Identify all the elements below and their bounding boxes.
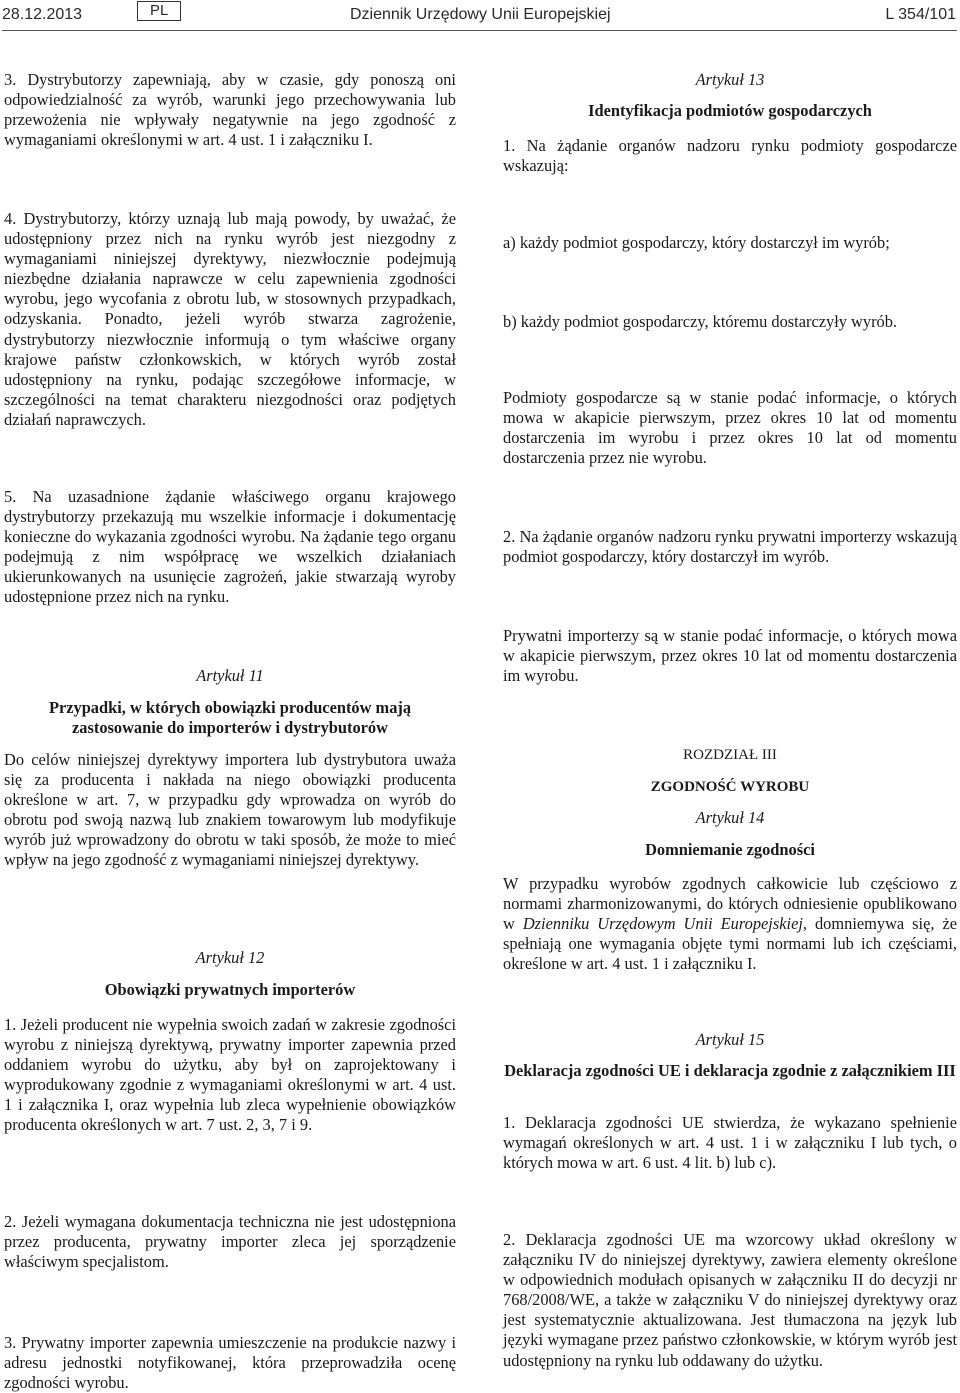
page-header xyxy=(0,2,960,29)
art13-paragraph-1-tail: Podmioty gospodarcze są w stanie podać informacje, o których mowa w akapicie pierwszym, przez okres 10 lat od momentu dostarczenia im wyrobu i przez okres 10 lat od momentu dostarczenia przez nie wyrobu. xyxy=(503,388,957,468)
art10-paragraph-4: 4. Dystrybutorzy, którzy uznają lub mają powody, by uważać, że udostępniony przez nich na rynku wyrób jest niezgodny z wymaganiami niniejszej dyrektywy, niezwłocznie podejmują niezbędne działania naprawcze w celu zapewnienia zgodności wyrobu, jego wycofania z obrotu lub, w stosownych przypadkach, odzyskania. Ponadto, jeżeli wyrób stwarza zagrożenie, dystrybutorzy niezwłocznie informują o tym właściwe organy krajowe państw członkowskich, w których wyrób został udostępniony na rynku, podając szczegółowe informacje, w szczególności na temat charakteru niezgodności oraz podjętych działań naprawczych. xyxy=(4,209,456,429)
chapter-title: ZGODNOŚĆ WYROBU xyxy=(650,779,810,795)
art13-paragraph-2: 2. Na żądanie organów nadzoru rynku prywatni importerzy wskazują podmiot gospodarczy, który dostarczył im wyrób. xyxy=(503,527,957,567)
art12-paragraph-1: 1. Jeżeli producent nie wypełnia swoich zadań w zakresie zgodności wyrobu z niniejszą dyrektywą, prywatny importer zapewnia przed oddaniem wyrobu do użytku, aby był on zaprojektowany i wyprodukowany zgodnie z wymaganiami określonymi w art. 4 ust. 1 i załącznika I, oraz wypełnia lub zleca wypełnienie obowiązków producenta określonych w art. 7 ust. 2, 3, 7 i 9. xyxy=(4,1015,456,1135)
art14-text: W przypadku wyrobów zgodnych całkowicie lub częściowo z normami zharmonizowanymi, do których odniesienie opublikowano w Dzienniku Urzędowym Unii Europejskiej, domniemywa się, że spełniają one wymagania objęte tymi normami lub ich częściami, określone w art. 4 ust. 1 i załączniku I. xyxy=(503,874,958,974)
art12-paragraph-2: 2. Jeżeli wymagana dokumentacja techniczna nie jest udostępniona przez producenta, prywatny importer zleca jej sporządzenie właściwym specjalistom. xyxy=(4,1212,456,1272)
art12-title: Obowiązki prywatnych importerów xyxy=(104,980,356,999)
art10-paragraph-3: 3. Dystrybutorzy zapewniają, aby w czasie, gdy ponoszą oni odpowiedzialność za wyrób, warunki jego przechowywania lub przewożenia nie wpływały negatywnie na jego zgodność z wymaganiami określonymi w art. 4 ust. 1 i załączniku I. xyxy=(4,70,456,150)
publication-date: 28.12.2013 xyxy=(2,6,83,23)
art13-paragraph-2-tail: Prywatni importerzy są w stanie podać informacje, o których mowa w akapicie pierwszym, przez okres 10 lat od momentu dostarczenia im wyrobu. xyxy=(503,626,957,686)
language-badge: PL xyxy=(137,1,181,21)
journal-title: Dziennik Urzędowy Unii Europejskiej xyxy=(350,6,611,23)
art11-text: Do celów niniejszej dyrektywy importera lub dystrybutora uważa się za producenta i nakłada na niego obowiązki producenta określone w art. 7, w przypadku gdy wprowadza on wyrób do obrotu pod swoją nazwą lub znakiem towarowym lub modyfikuje wyrób już wprowadzony do obrotu w taki sposób, że może to mieć wpływ na jego zgodność z wymaganiami niniejszej dyrektywy. xyxy=(4,750,456,870)
art11-number: Artykuł 11 xyxy=(196,666,264,685)
art14-number: Artykuł 14 xyxy=(695,808,765,827)
art13-item-b: b) każdy podmiot gospodarczy, któremu dostarczyły wyrób. xyxy=(503,312,898,331)
page-number: L 354/101 xyxy=(885,6,956,23)
art15-paragraph-1: 1. Deklaracja zgodności UE stwierdza, że wykazano spełnienie wymagań określonych w art. 4 ust. 1 i w załączniku I lub tych, o których mowa w art. 6 ust. 4 lit. b) lub c). xyxy=(503,1113,957,1173)
art14-title: Domniemanie zgodności xyxy=(645,840,815,859)
journal-citation: Dzienniku Urzędowym Unii Europejskiej xyxy=(522,914,803,934)
art13-title: Identyfikacja podmiotów gospodarczych xyxy=(588,101,872,120)
chapter-number: ROZDZIAŁ III xyxy=(683,747,777,763)
header-divider xyxy=(2,30,957,31)
art11-title: Przypadki, w których obowiązki producentów mają zastosowanie do importerów i dystrybutorów xyxy=(48,698,412,738)
art12-number: Artykuł 12 xyxy=(195,948,265,967)
art13-number: Artykuł 13 xyxy=(695,70,765,89)
art12-paragraph-3: 3. Prywatny importer zapewnia umieszczenie na produkcie nazwy i adresu jednostki notyfikowanej, która przeprowadziła ocenę zgodności wyrobu. xyxy=(4,1333,456,1393)
art15-title: Deklaracja zgodności UE i deklaracja zgodnie z załącznikiem III xyxy=(504,1061,956,1080)
art13-item-a: a) każdy podmiot gospodarczy, który dostarczył im wyrób; xyxy=(503,233,890,252)
art15-number: Artykuł 15 xyxy=(695,1030,765,1049)
art10-paragraph-5: 5. Na uzasadnione żądanie właściwego organu krajowego dystrybutorzy przekazują mu wszelkie informacje i dokumentację konieczne do wykazania zgodności wyrobu. Na żądanie tego organu podejmują z nim współpracę we wszelkich działaniach ukierunkowanych na usunięcie zagrożeń, jakie stwarzają wyroby udostępnione przez nich na rynku. xyxy=(4,487,456,607)
art15-paragraph-2: 2. Deklaracja zgodności UE ma wzorcowy układ określony w załączniku IV do niniejszej dyrektywy, zawiera elementy określone w odpowiednich modułach opisanych w załączniku II do decyzji nr 768/2008/WE, a także w załączniku V do niniejszej dyrektywy oraz jest systematycznie aktualizowana. Jest tłumaczona na język lub języki wymagane przez państwo członkowskie, w którym wyrób jest udostępniony na rynku lub oddawany do użytku. xyxy=(503,1230,957,1370)
art13-paragraph-1: 1. Na żądanie organów nadzoru rynku podmioty gospodarcze wskazują: xyxy=(503,136,957,176)
